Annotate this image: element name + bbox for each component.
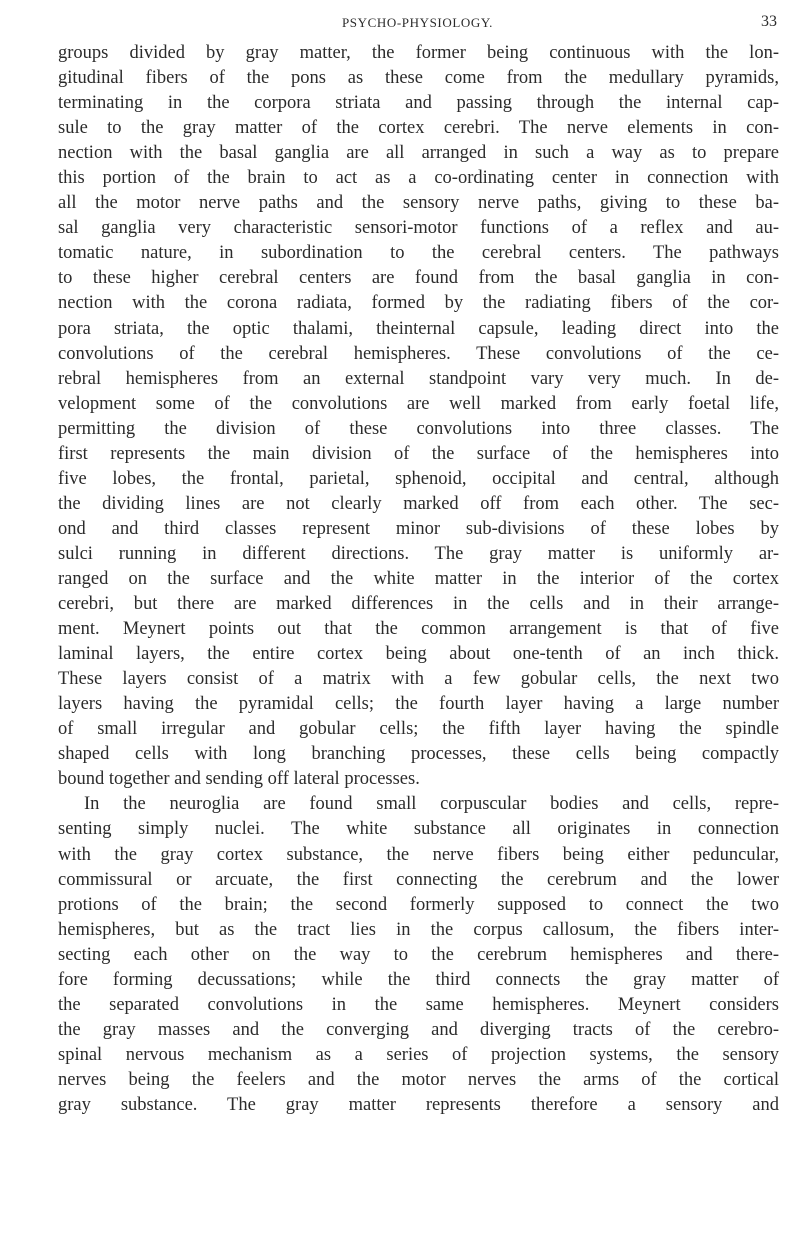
text-line: five lobes, the frontal, parietal, sphenoid, occipital and central, although: [58, 468, 779, 489]
text-line: of small irregular and gobular cells; the fifth layer having the spindle: [58, 719, 779, 740]
running-title: PSYCHO-PHYSIOLOGY.: [341, 15, 494, 30]
text-line: terminating in the corpora striata and passing through the internal cap-: [58, 93, 779, 114]
text-line: commissural or arcuate, the first connecting the cerebrum and the lower: [58, 869, 779, 890]
text-line: nection with the basal ganglia are all arranged in such a way as to prepare: [58, 143, 779, 164]
text-line: velopment some of the convolutions are well marked from early foetal life,: [58, 393, 779, 414]
text-line: first represents the main division of the surface of the hemispheres into: [58, 443, 779, 464]
text-line: secting each other on the way to the cerebrum hemispheres and there-: [58, 944, 779, 965]
text-line: the separated convolutions in the same hemispheres. Meynert considers: [58, 994, 779, 1015]
text-line: protions of the brain; the second formerly supposed to connect the two: [58, 894, 779, 915]
text-line: gitudinal fibers of the pons as these come from the medullary pyramids,: [58, 68, 779, 89]
text-line: ond and third classes represent minor sub-divisions of these lobes by: [58, 518, 779, 539]
text-line: tomatic nature, in subordination to the cerebral centers. The pathways: [58, 243, 779, 264]
running-head: [58, 11, 777, 33]
text-line: this portion of the brain to act as a co-ordinating center in connection with: [58, 168, 779, 189]
text-line: spinal nervous mechanism as a series of projection systems, the sensory: [58, 1044, 779, 1065]
text-line: ranged on the surface and the white matter in the interior of the cortex: [58, 568, 779, 589]
body-text: [58, 41, 779, 1118]
text-line: gray substance. The gray matter represents therefore a sensory and: [58, 1094, 779, 1115]
text-line: to these higher cerebral centers are found from the basal ganglia in con-: [58, 268, 779, 289]
text-line: bound together and sending off lateral processes.: [58, 769, 420, 790]
text-line: sal ganglia very characteristic sensori-motor functions of a reflex and au-: [58, 218, 779, 239]
text-line: cerebri, but there are marked differences in the cells and in their arrange-: [58, 594, 779, 615]
text-line: shaped cells with long branching processes, these cells being compactly: [58, 744, 779, 765]
text-line: the dividing lines are not clearly marked off from each other. The sec-: [58, 493, 779, 514]
text-line: nection with the corona radiata, formed by the radiating fibers of the cor-: [58, 293, 779, 314]
text-line: all the motor nerve paths and the sensory nerve paths, giving to these ba-: [58, 193, 779, 214]
text-line: sulci running in different directions. The gray matter is uniformly ar-: [58, 543, 779, 564]
text-line: nerves being the feelers and the motor nerves the arms of the cortical: [58, 1069, 779, 1090]
text-line: permitting the division of these convolutions into three classes. The: [58, 418, 779, 439]
text-line: ment. Meynert points out that the common arrangement is that of five: [58, 619, 779, 640]
text-line: layers having the pyramidal cells; the fourth layer having a large number: [58, 694, 779, 715]
text-line: rebral hemispheres from an external standpoint vary very much. In de-: [58, 368, 779, 389]
text-line: convolutions of the cerebral hemispheres. These convolutions of the ce-: [58, 343, 779, 364]
text-line: hemispheres, but as the tract lies in the corpus callosum, the fibers inter-: [58, 919, 779, 940]
page-number: 33: [761, 13, 777, 30]
text-line: These layers consist of a matrix with a few gobular cells, the next two: [58, 669, 779, 690]
text-line: laminal layers, the entire cortex being about one-tenth of an inch thick.: [58, 644, 779, 665]
text-line: groups divided by gray matter, the former being continuous with the lon-: [58, 43, 779, 63]
text-line: the gray masses and the converging and diverging tracts of the cerebro-: [58, 1019, 779, 1040]
text-line: senting simply nuclei. The white substance all originates in connection: [58, 819, 779, 840]
text-line: In the neuroglia are found small corpuscular bodies and cells, repre-: [84, 794, 779, 815]
text-line: fore forming decussations; while the third connects the gray matter of: [58, 969, 779, 990]
text-line: sule to the gray matter of the cortex cerebri. The nerve elements in con-: [58, 118, 779, 139]
text-line: with the gray cortex substance, the nerve fibers being either peduncular,: [58, 844, 779, 865]
text-line: pora striata, the optic thalami, theinternal capsule, leading direct into the: [58, 318, 779, 339]
